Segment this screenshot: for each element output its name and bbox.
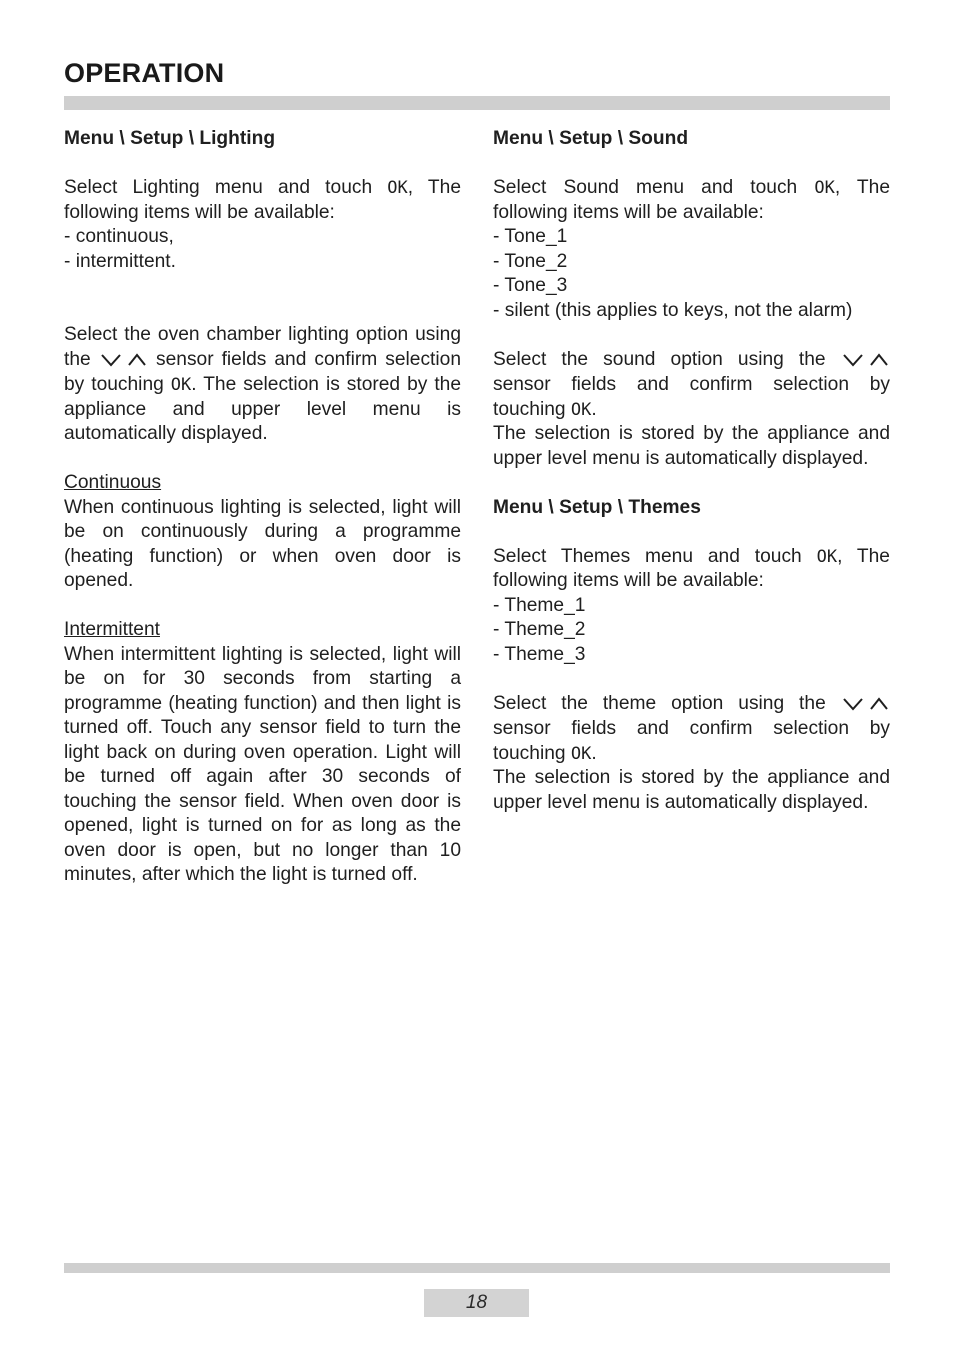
chevron-up-icon [127,353,147,367]
themes-select-instructions [493,692,890,767]
ok-key-label: OK [816,546,838,567]
instruction-text: Select the theme option using the [493,692,841,714]
subheading-continuous: Continuous [64,472,162,493]
right-column [493,127,890,815]
instruction-text: Select the sound option using the [493,348,841,370]
instruction-text: sensor fields and confirm selection by touching [64,348,461,395]
ok-key-label: OK [387,178,408,198]
ok-key-label: OK [570,399,592,420]
lighting-select-instructions [64,323,461,447]
list-item: - Theme_2 [493,619,586,640]
sound-select-instructions [493,348,890,423]
subheading-intermittent: Intermittent [64,619,160,640]
instruction-text: . [591,742,597,764]
section-heading-sound: Menu \ Setup \ Sound [493,128,689,149]
list-item: - Tone_2 [493,250,568,272]
list-item: - Tone_3 [493,275,568,296]
ok-key-label: OK [570,743,592,764]
themes-intro-text-end: , The following items will be available: [493,545,890,591]
lighting-intro-text-end: , The following items will be available: [64,177,461,223]
themes-intro [493,545,890,594]
section-heading-lighting: Menu \ Setup \ Lighting [64,128,276,149]
instruction-text: . [591,398,597,420]
list-item: - intermittent. [64,250,176,272]
intermittent-description: When intermittent lighting is selected, light will be on for 30 seconds from starting a programme (heating function) and then light is turned off. Touch any sensor field to turn the light back on during oven operation. Light will be turned off again after 30 seconds of touching the sensor field. When oven door is opened, light is turned on for as long as the oven door is open, but no longer than 10 minutes, after which the light is turned off. [64,643,461,885]
chevron-up-icon [869,353,889,367]
sound-intro [493,176,890,225]
list-item: - continuous, [64,226,174,247]
header-rule [64,96,890,110]
list-item: - Theme_3 [493,643,586,665]
instruction-text: sensor fields and confirm selection by touching [493,718,890,764]
sound-intro-text-end: , The following items will be available: [493,177,890,223]
chevron-down-up-icons [100,349,147,374]
left-column [64,127,461,888]
sound-intro-text: Select Sound menu and touch [493,177,815,198]
instruction-text: . The selection is stored by the appliance and upper level menu is automatically displayed. [64,374,461,444]
section-heading-themes: Menu \ Setup \ Themes [493,496,701,518]
ok-key-label: OK [814,178,835,198]
chevron-down-up-icons [842,693,889,718]
sound-stored-note: The selection is stored by the appliance and upper level menu is automatically displayed. [493,423,890,469]
instruction-text: sensor fields and confirm selection by touching [493,374,890,420]
lighting-intro-text: Select Lighting menu and touch [64,177,388,198]
chevron-down-icon [842,353,864,367]
ok-key-label: OK [170,375,192,395]
chevron-down-icon [842,697,864,711]
list-item: - silent (this applies to keys, not the alarm) [493,299,853,321]
themes-intro-text: Select Themes menu and touch [493,545,817,567]
page-title: OPERATION [64,58,225,88]
chevron-down-icon [100,353,122,367]
page-number: 18 [424,1289,529,1317]
list-item: - Tone_1 [493,226,568,247]
footer-rule [64,1263,890,1273]
instruction-text: Select the oven chamber lighting option using the [64,324,461,370]
lighting-intro [64,176,461,225]
themes-stored-note: The selection is stored by the appliance and upper level menu is automatically displayed. [493,767,890,813]
chevron-up-icon [869,697,889,711]
list-item: - Theme_1 [493,594,586,616]
chevron-down-up-icons [842,349,889,374]
continuous-description: When continuous lighting is selected, light will be on continuously during a programme (heating function) or when oven door is opened. [64,496,461,591]
